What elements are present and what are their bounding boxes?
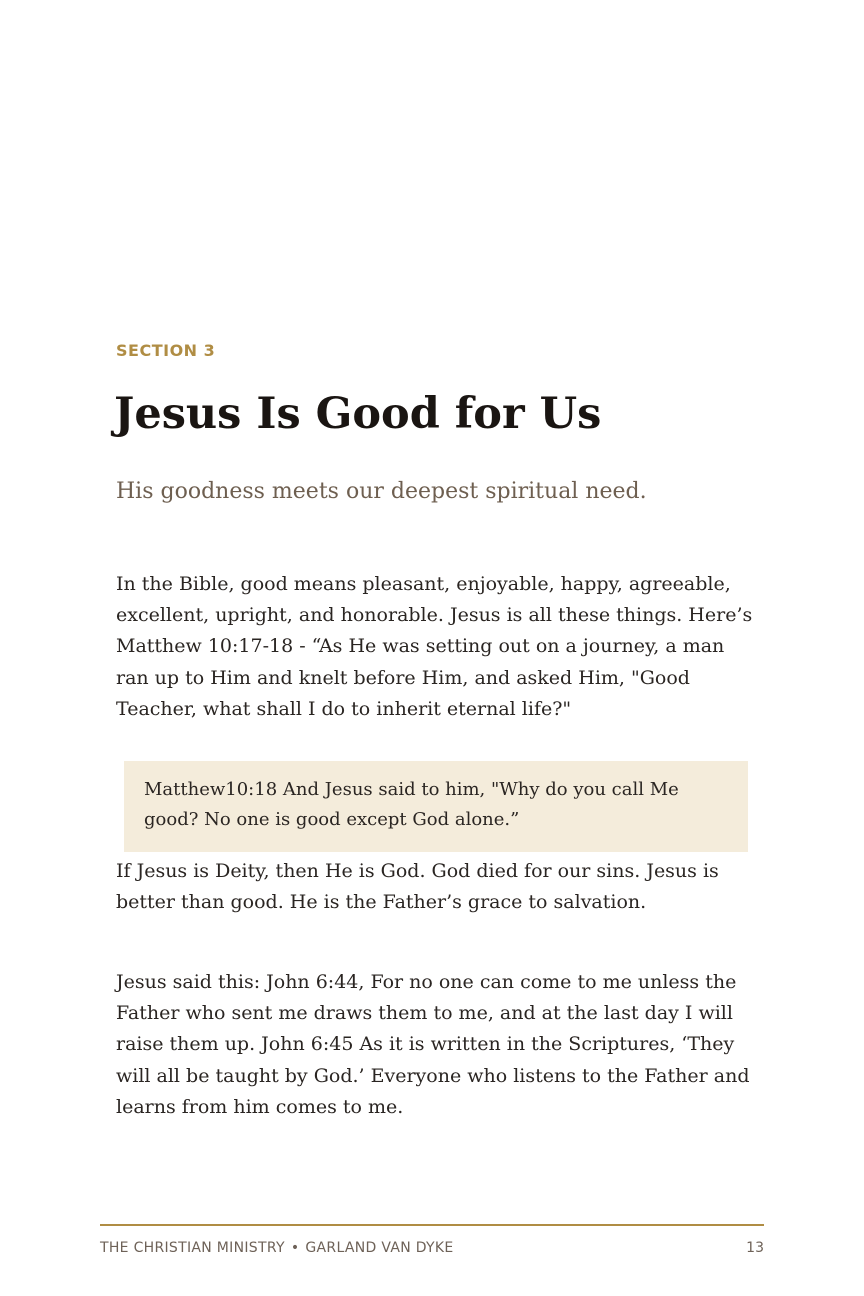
body-paragraph-2: If Jesus is Deity, then He is God. God died for our sins. Jesus is better than good. He is the Father’s grace to salvation. bbox=[116, 860, 719, 914]
scripture-quote-text: Matthew10:18 And Jesus said to him, "Why do you call Me good? No one is good except God alone.” bbox=[144, 779, 679, 830]
section-subtitle: His goodness meets our deepest spiritual need. bbox=[116, 479, 647, 504]
footer-author: GARLAND VAN DYKE bbox=[305, 1240, 454, 1256]
footer-separator: • bbox=[290, 1240, 300, 1256]
footer-divider bbox=[100, 1224, 764, 1226]
section-title: Jesus Is Good for Us bbox=[114, 389, 602, 439]
body-paragraph-1: In the Bible, good means pleasant, enjoyable, happy, agreeable, excellent, upright, and honorable. Jesus is all these things. Here’s Matthew 10:17-18 - “As He was setting out on a journey, a man ran up to Him and knelt before Him, and asked Him, "Good Teacher, what shall I do to inherit eternal life?" bbox=[116, 573, 753, 720]
scripture-quote-block bbox=[124, 761, 748, 852]
page-number: 13 bbox=[746, 1240, 764, 1256]
footer-publication: THE CHRISTIAN MINISTRY bbox=[100, 1240, 285, 1256]
body-paragraph-3: Jesus said this: John 6:44, For no one can come to me unless the Father who sent me draws them to me, and at the last day I will raise them up. John 6:45 As it is written in the Scriptures, ‘They will all be taught by God.’ Everyone who listens to the Father and learns from him comes to me. bbox=[116, 971, 750, 1118]
section-label: SECTION 3 bbox=[116, 341, 216, 360]
footer-running-title bbox=[100, 1239, 454, 1257]
